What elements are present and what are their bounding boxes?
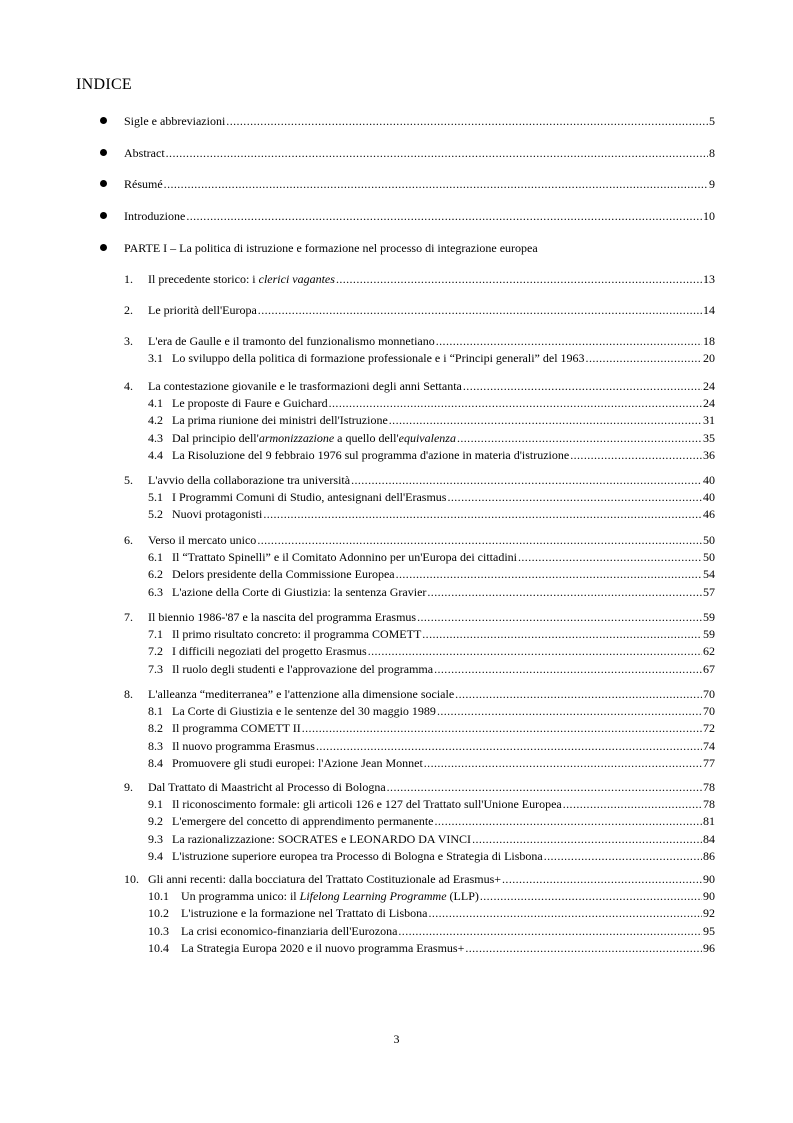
entry-page-number: 50 [703, 533, 715, 547]
section-number: 4.1 [148, 396, 163, 410]
entry-title-text: Le priorità dell'Europa [148, 303, 257, 317]
entry-title [172, 585, 426, 599]
dot-leader [435, 814, 703, 828]
entry-title-text: Gli anni recenti: dalla bocciatura del Trattato Costituzionale ad Erasmus+ [148, 872, 502, 886]
dot-leader [387, 780, 702, 794]
entry-title-text: L'era de Gaulle e il tramonto del funzionalismo monnetiano [148, 334, 435, 348]
toc-chapter[interactable] [148, 272, 715, 286]
section-number: 4.2 [148, 413, 163, 427]
entry-title [172, 797, 562, 811]
entry-title [148, 872, 501, 886]
section-number: 9.4 [148, 849, 163, 863]
section-number: 7.1 [148, 627, 163, 641]
entry-title [148, 780, 386, 794]
toc-section[interactable] [172, 585, 715, 599]
chapter-number: 6. [124, 533, 133, 547]
entry-title [172, 832, 471, 846]
entry-title [172, 721, 301, 735]
entry-title [172, 431, 456, 445]
section-number: 7.3 [148, 662, 163, 676]
page-title: INDICE [76, 76, 133, 93]
entry-title-text: I difficili negoziati del progetto Erasmus [172, 644, 367, 658]
entry-title [148, 303, 257, 317]
entry-title-text: (LLP) [446, 889, 479, 903]
dot-leader [502, 872, 702, 886]
section-number: 5.1 [148, 490, 163, 504]
entry-page-number: 81 [703, 814, 715, 828]
entry-title [181, 924, 397, 938]
entry-page-number: 54 [703, 567, 715, 581]
entry-page-number: 46 [703, 507, 715, 521]
toc-section[interactable] [172, 662, 715, 676]
entry-title [172, 814, 434, 828]
entry-page-number: 67 [703, 662, 715, 676]
dot-leader [428, 906, 702, 920]
section-number: 10.1 [148, 889, 169, 903]
section-number: 8.4 [148, 756, 163, 770]
section-number: 4.4 [148, 448, 163, 462]
toc-chapter[interactable] [148, 780, 715, 794]
entry-title-text: Il programma COMETT II [172, 721, 301, 735]
dot-leader [424, 756, 702, 770]
toc-entry[interactable] [124, 209, 715, 223]
entry-title: Sigle e abbreviazioni [124, 114, 226, 128]
section-number: 8.3 [148, 739, 163, 753]
dot-leader [463, 379, 702, 393]
entry-title-text: La contestazione giovanile e le trasformazioni degli anni Settanta [148, 379, 462, 393]
dot-leader [164, 177, 708, 191]
section-number: 9.3 [148, 832, 163, 846]
chapter-number: 10. [124, 872, 139, 886]
entry-page-number: 84 [703, 832, 715, 846]
entry-title [172, 644, 367, 658]
dot-leader [302, 721, 702, 735]
entry-title-text: L'avvio della collaborazione tra università [148, 473, 351, 487]
entry-page-number: 57 [703, 585, 715, 599]
toc-section[interactable] [181, 924, 715, 938]
toc-entry[interactable] [124, 146, 715, 160]
toc-entry[interactable] [124, 114, 715, 128]
entry-page-number: 59 [703, 610, 715, 624]
entry-page-number: 86 [703, 849, 715, 863]
toc-section[interactable] [172, 627, 715, 641]
toc-chapter[interactable] [148, 334, 715, 348]
entry-title-italic: clerici vagantes [258, 272, 335, 286]
dot-leader [186, 209, 702, 223]
entry-title [181, 906, 427, 920]
section-number: 10.3 [148, 924, 169, 938]
entry-title-text: La crisi economico-finanziaria dell'Eurozona [181, 924, 398, 938]
bullet-icon [100, 180, 107, 187]
toc-section[interactable] [172, 351, 715, 365]
entry-title [172, 507, 262, 521]
entry-page-number: 10 [703, 209, 715, 223]
entry-page-number: 62 [703, 644, 715, 658]
chapter-number: 7. [124, 610, 133, 624]
toc-section[interactable] [172, 849, 715, 863]
entry-title [172, 490, 446, 504]
entry-title [181, 889, 479, 903]
entry-page-number: 35 [703, 431, 715, 445]
entry-title-text: a quello dell' [334, 431, 399, 445]
entry-title [148, 379, 462, 393]
toc-chapter[interactable] [148, 610, 715, 624]
chapter-number: 9. [124, 780, 133, 794]
dot-leader [398, 924, 702, 938]
section-number: 4.3 [148, 431, 163, 445]
section-number: 5.2 [148, 507, 163, 521]
section-number: 9.1 [148, 797, 163, 811]
toc-section[interactable] [172, 448, 715, 462]
entry-title [148, 533, 256, 547]
entry-page-number: 70 [703, 687, 715, 701]
section-number: 6.3 [148, 585, 163, 599]
entry-page-number: 40 [703, 473, 715, 487]
section-number: 10.2 [148, 906, 169, 920]
dot-leader [368, 644, 702, 658]
entry-title-text: La Corte di Giustizia e le sentenze del 30 maggio 1989 [172, 704, 436, 718]
entry-page-number: 59 [703, 627, 715, 641]
dot-leader [351, 473, 702, 487]
dot-leader [447, 490, 702, 504]
dot-leader [422, 627, 702, 641]
bullet-icon [100, 244, 107, 251]
entry-page-number: 70 [703, 704, 715, 718]
page-number: 3 [393, 1032, 400, 1046]
entry-title-text: Il biennio 1986-'87 e la nascita del programma Erasmus [148, 610, 417, 624]
entry-title-text: Le proposte di Faure e Guichard [172, 396, 328, 410]
entry-page-number: 5 [709, 114, 715, 128]
entry-page-number: 40 [703, 490, 715, 504]
entry-title-text: Il riconoscimento formale: gli articoli 126 e 127 del Trattato sull'Unione Europea [172, 797, 562, 811]
toc-section[interactable] [172, 567, 715, 581]
entry-title [172, 756, 423, 770]
toc-section[interactable] [172, 756, 715, 770]
entry-title-italic: armonizzazione [258, 431, 335, 445]
entry-title [148, 610, 416, 624]
bullet-icon [100, 117, 107, 124]
chapter-number: 2. [124, 303, 133, 317]
entry-page-number: 78 [703, 797, 715, 811]
chapter-number: 8. [124, 687, 133, 701]
entry-title [172, 662, 433, 676]
dot-leader [472, 832, 702, 846]
toc-section[interactable] [172, 814, 715, 828]
toc-chapter[interactable] [148, 473, 715, 487]
dot-leader [329, 396, 702, 410]
section-number: 9.2 [148, 814, 163, 828]
toc-section[interactable] [172, 550, 715, 564]
entry-title-text: Il “Trattato Spinelli” e il Comitato Adonnino per un'Europa dei cittadini [172, 550, 517, 564]
bullet-icon [100, 149, 107, 156]
dot-leader [389, 413, 702, 427]
entry-title-text: Il nuovo programma Erasmus [172, 739, 315, 753]
dot-leader [465, 941, 702, 955]
entry-page-number: 95 [703, 924, 715, 938]
entry-title [148, 473, 350, 487]
chapter-number: 1. [124, 272, 133, 286]
dot-leader [166, 146, 708, 160]
entry-title [148, 687, 454, 701]
entry-page-number: 24 [703, 396, 715, 410]
entry-title-text: L'azione della Corte di Giustizia: la sentenza Gravier [172, 585, 427, 599]
section-number: 7.2 [148, 644, 163, 658]
toc-section[interactable] [172, 721, 715, 735]
dot-leader [316, 739, 702, 753]
entry-title-text: Il ruolo degli studenti e l'approvazione del programma [172, 662, 434, 676]
entry-page-number: 50 [703, 550, 715, 564]
entry-title-text: Lo sviluppo della politica di formazione professionale e i “Principi generali” del 1963 [172, 351, 585, 365]
dot-leader [336, 272, 702, 286]
entry-page-number: 90 [703, 872, 715, 886]
dot-leader [434, 662, 702, 676]
entry-title [181, 941, 464, 955]
entry-title [172, 627, 421, 641]
entry-title [172, 704, 436, 718]
entry-page-number: 13 [703, 272, 715, 286]
entry-title-text: L'emergere del concetto di apprendimento permanente [172, 814, 434, 828]
chapter-number: 3. [124, 334, 133, 348]
dot-leader [417, 610, 702, 624]
part-heading[interactable]: PARTE I – La politica di istruzione e formazione nel processo di integrazione europea [124, 241, 538, 255]
entry-title-text: Promuovere gli studi europei: l'Azione Jean Monnet [172, 756, 423, 770]
entry-title-text: L'istruzione e la formazione nel Trattato di Lisbona [181, 906, 428, 920]
dot-leader [257, 533, 702, 547]
dot-leader [437, 704, 702, 718]
entry-title-text: La prima riunione dei ministri dell'Istruzione [172, 413, 388, 427]
dot-leader [455, 687, 702, 701]
dot-leader [518, 550, 702, 564]
entry-title [172, 413, 388, 427]
entry-title-text: Il precedente storico: i [148, 272, 259, 286]
entry-title [172, 396, 328, 410]
entry-title: Abstract [124, 146, 165, 160]
dot-leader [263, 507, 702, 521]
entry-title-italic: Lifelong Learning Programme [299, 889, 447, 903]
entry-title: Résumé [124, 177, 163, 191]
entry-page-number: 77 [703, 756, 715, 770]
entry-title-text: La Risoluzione del 9 febbraio 1976 sul programma d'azione in materia d'istruzione [172, 448, 570, 462]
toc-chapter[interactable] [148, 303, 715, 317]
entry-page-number: 72 [703, 721, 715, 735]
entry-title-text: La razionalizzazione: SOCRATES e LEONARDO DA VINCI [172, 832, 472, 846]
entry-title [172, 351, 585, 365]
toc-section[interactable] [172, 431, 715, 445]
toc-section[interactable] [172, 396, 715, 410]
dot-leader [258, 303, 702, 317]
entry-page-number: 8 [709, 146, 715, 160]
toc-entry[interactable] [124, 177, 715, 191]
entry-title [148, 272, 335, 286]
toc-section[interactable] [172, 507, 715, 521]
section-number: 3.1 [148, 351, 163, 365]
dot-leader [396, 567, 702, 581]
dot-leader [226, 114, 708, 128]
entry-title [148, 334, 435, 348]
entry-title-text: Dal principio dell' [172, 431, 259, 445]
entry-page-number: 90 [703, 889, 715, 903]
entry-title-text: L'istruzione superiore europea tra Processo di Bologna e Strategia di Lisbona [172, 849, 543, 863]
dot-leader [457, 431, 702, 445]
entry-title [172, 567, 395, 581]
entry-title [172, 550, 517, 564]
entry-title-text: La Strategia Europa 2020 e il nuovo programma Erasmus+ [181, 941, 465, 955]
section-number: 10.4 [148, 941, 169, 955]
entry-title-text: Verso il mercato unico [148, 533, 257, 547]
section-number: 6.2 [148, 567, 163, 581]
entry-title-text: Un programma unico: il [181, 889, 300, 903]
dot-leader [563, 797, 702, 811]
dot-leader [480, 889, 702, 903]
toc-section[interactable] [172, 832, 715, 846]
section-number: 8.1 [148, 704, 163, 718]
entry-page-number: 31 [703, 413, 715, 427]
entry-page-number: 9 [709, 177, 715, 191]
entry-title [172, 448, 569, 462]
toc-section[interactable] [172, 704, 715, 718]
entry-page-number: 36 [703, 448, 715, 462]
entry-title [172, 849, 543, 863]
section-number: 8.2 [148, 721, 163, 735]
toc-section[interactable] [172, 644, 715, 658]
toc-section[interactable] [181, 889, 715, 903]
toc-section[interactable] [172, 739, 715, 753]
entry-page-number: 74 [703, 739, 715, 753]
entry-title-text: L'alleanza “mediterranea” e l'attenzione alla dimensione sociale [148, 687, 455, 701]
dot-leader [427, 585, 702, 599]
dot-leader [436, 334, 702, 348]
entry-page-number: 14 [703, 303, 715, 317]
chapter-number: 5. [124, 473, 133, 487]
dot-leader [586, 351, 702, 365]
toc-chapter[interactable] [148, 687, 715, 701]
dot-leader [570, 448, 702, 462]
entry-title-italic: equivalenza [398, 431, 456, 445]
toc-section[interactable] [172, 797, 715, 811]
bullet-icon [100, 212, 107, 219]
entry-page-number: 20 [703, 351, 715, 365]
entry-title-text: I Programmi Comuni di Studio, antesignani dell'Erasmus [172, 490, 447, 504]
entry-title-text: Nuovi protagonisti [172, 507, 263, 521]
chapter-number: 4. [124, 379, 133, 393]
section-number: 6.1 [148, 550, 163, 564]
entry-title: Introduzione [124, 209, 186, 223]
entry-title-text: Dal Trattato di Maastricht al Processo di Bologna [148, 780, 386, 794]
entry-title-text: Il primo risultato concreto: il programma COMETT [172, 627, 422, 641]
entry-title [172, 739, 315, 753]
entry-page-number: 96 [703, 941, 715, 955]
entry-page-number: 78 [703, 780, 715, 794]
entry-title-text: Delors presidente della Commissione Europea [172, 567, 395, 581]
toc-section[interactable] [172, 490, 715, 504]
toc-section[interactable] [181, 906, 715, 920]
toc-section[interactable] [172, 413, 715, 427]
toc-chapter[interactable] [148, 872, 715, 886]
dot-leader [544, 849, 702, 863]
entry-page-number: 18 [703, 334, 715, 348]
entry-page-number: 92 [703, 906, 715, 920]
toc-section[interactable] [181, 941, 715, 955]
toc-chapter[interactable] [148, 533, 715, 547]
entry-page-number: 24 [703, 379, 715, 393]
toc-chapter[interactable] [148, 379, 715, 393]
